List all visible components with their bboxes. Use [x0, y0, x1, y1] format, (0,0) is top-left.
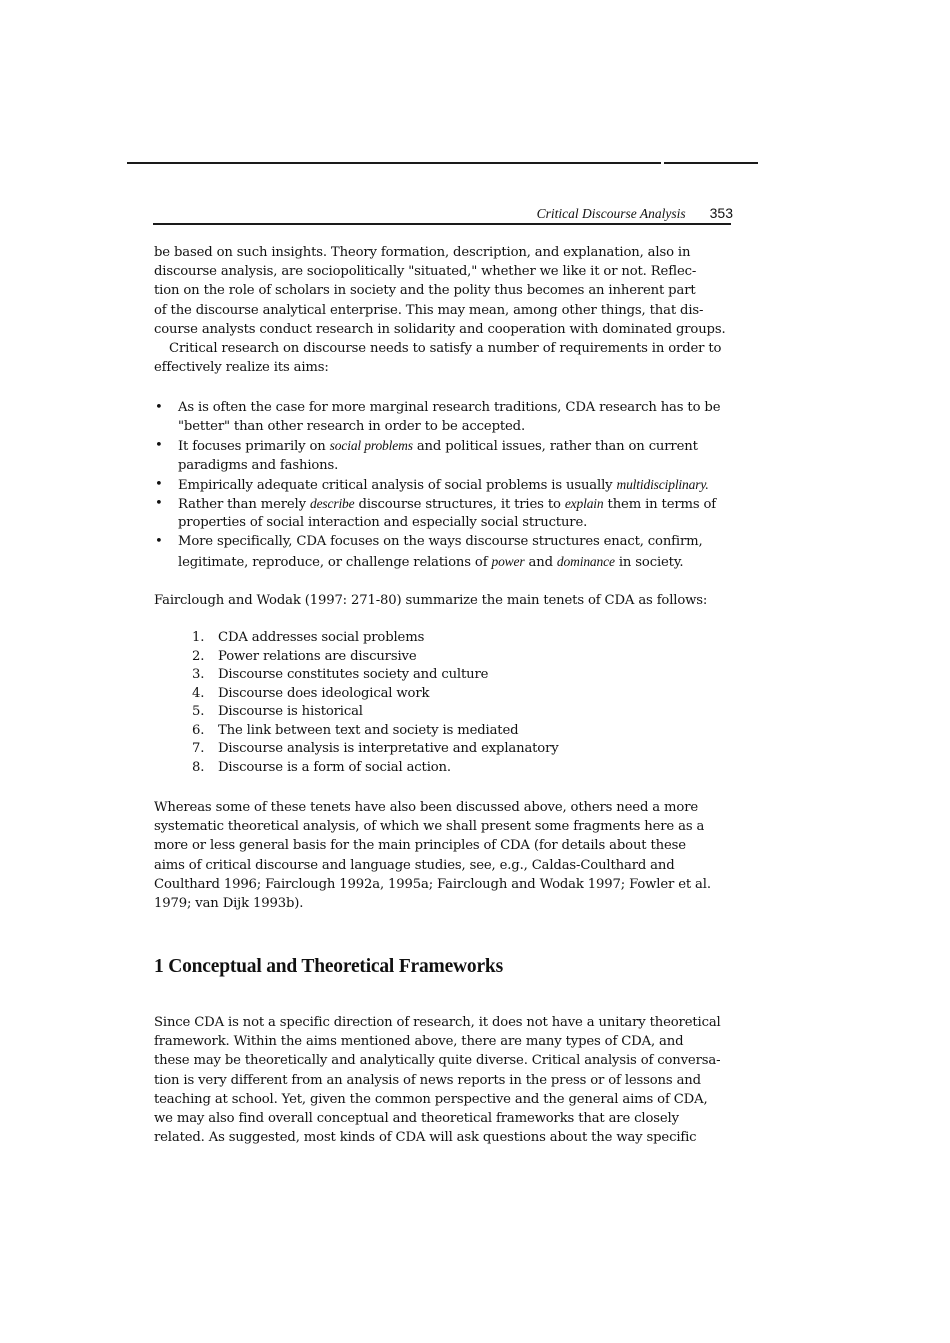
text-line: Since CDA is not a specific direction of research, it does not have a unitary theoretical — [154, 1015, 721, 1030]
bullet-icon: • — [155, 476, 163, 492]
top-rule-left — [127, 162, 661, 164]
bullet-icon: • — [155, 495, 163, 511]
text-line: teaching at school. Yet, given the common perspective and the general aims of CDA, — [154, 1091, 708, 1107]
bullet-icon: • — [155, 438, 163, 454]
text-line: effectively realize its aims: — [154, 360, 329, 376]
list-item: 2. Power relations are discursive — [192, 648, 417, 664]
page-number: 353 — [709, 205, 733, 221]
list-item: • Rather than merely describe discourse structures, it tries to explain them in terms of properties of social interaction and especially social structure. — [155, 495, 717, 531]
emphasis: social problems — [329, 438, 413, 454]
emphasis: explain — [564, 495, 604, 511]
list-item: 6. The link between text and society is mediated — [192, 722, 519, 738]
running-head — [153, 204, 733, 222]
header-rule — [153, 223, 731, 225]
list-item: 1. CDA addresses social problems — [192, 630, 425, 645]
text-line: more or less general basis for the main principles of CDA (for details about these — [154, 838, 686, 854]
tenets-intro: Fairclough and Wodak (1997: 271-80) summarize the main tenets of CDA as follows: — [154, 593, 708, 608]
text-line: course analysts conduct research in solidarity and cooperation with dominated groups. — [154, 321, 726, 337]
emphasis: power — [491, 553, 525, 569]
section-heading: 1 Conceptual and Theoretical Frameworks — [154, 956, 503, 977]
text-line: related. As suggested, most kinds of CDA will ask questions about the way specific — [154, 1130, 697, 1146]
text-line: Coulthard 1996; Fairclough 1992a, 1995a; Fairclough and Wodak 1997; Fowler et al. — [154, 876, 711, 892]
list-item: • Empirically adequate critical analysis of social problems is usually multidisciplinary. — [155, 476, 709, 493]
text-line: discourse analysis, are sociopolitically "situated," whether we like it or not. Reflec- — [154, 264, 697, 280]
bullet-icon: • — [155, 400, 163, 415]
section-paragraph — [154, 1013, 774, 1147]
text-line: Critical research on discourse needs to satisfy a number of requirements in order to — [169, 340, 722, 356]
list-item: 7. Discourse analysis is interpretative and explanatory — [192, 741, 559, 756]
text-line: aims of critical discourse and language studies, see, e.g., Caldas-Coulthard and — [154, 857, 675, 873]
text-line: Whereas some of these tenets have also been discussed above, others need a more — [154, 800, 698, 815]
running-title: Critical Discourse Analysis — [536, 206, 686, 221]
whereas-paragraph — [154, 798, 774, 913]
text-line: of the discourse analytical enterprise. This may mean, among other things, that dis- — [154, 302, 704, 318]
text-line: framework. Within the aims mentioned above, there are many types of CDA, and — [154, 1034, 684, 1050]
requirements-list — [154, 398, 720, 571]
list-item: 8. Discourse is a form of social action. — [192, 759, 451, 775]
text-line: these may be theoretically and analytically quite diverse. Critical analysis of conversa- — [154, 1053, 721, 1069]
top-rule-right — [664, 162, 758, 164]
list-item: • As is often the case for more marginal research traditions, CDA research has to be "better" than other research in order to be accepted. — [155, 400, 721, 435]
emphasis: dominance — [556, 553, 615, 569]
text-line: 1979; van Dijk 1993b). — [154, 895, 304, 911]
tenets-list — [154, 629, 559, 777]
bullet-icon: • — [155, 534, 163, 550]
text-line: we may also find overall conceptual and theoretical frameworks that are closely — [154, 1110, 679, 1126]
text-line: be based on such insights. Theory formation, description, and explanation, also in — [154, 245, 691, 260]
list-item: • It focuses primarily on social problems and political issues, rather than on current paradigms and fashions. — [155, 438, 698, 473]
emphasis: multidisciplinary. — [616, 476, 709, 492]
intro-paragraph — [154, 243, 774, 377]
text-line: tion is very different from an analysis of news reports in the press or of lessons and — [154, 1072, 701, 1088]
text-line: systematic theoretical analysis, of which we shall present some fragments here as a — [154, 819, 705, 835]
emphasis: describe — [309, 495, 355, 511]
list-item: • More specifically, CDA focuses on the ways discourse structures enact, confirm, legitimate, reproduce, or challenge relations of power and dominance in society. — [155, 534, 703, 570]
list-item: 3. Discourse constitutes society and culture — [192, 667, 489, 682]
text-line: tion on the role of scholars in society and the polity thus becomes an inherent part — [154, 283, 696, 299]
list-item: 4. Discourse does ideological work — [192, 685, 430, 701]
list-item: 5. Discourse is historical — [192, 704, 363, 719]
